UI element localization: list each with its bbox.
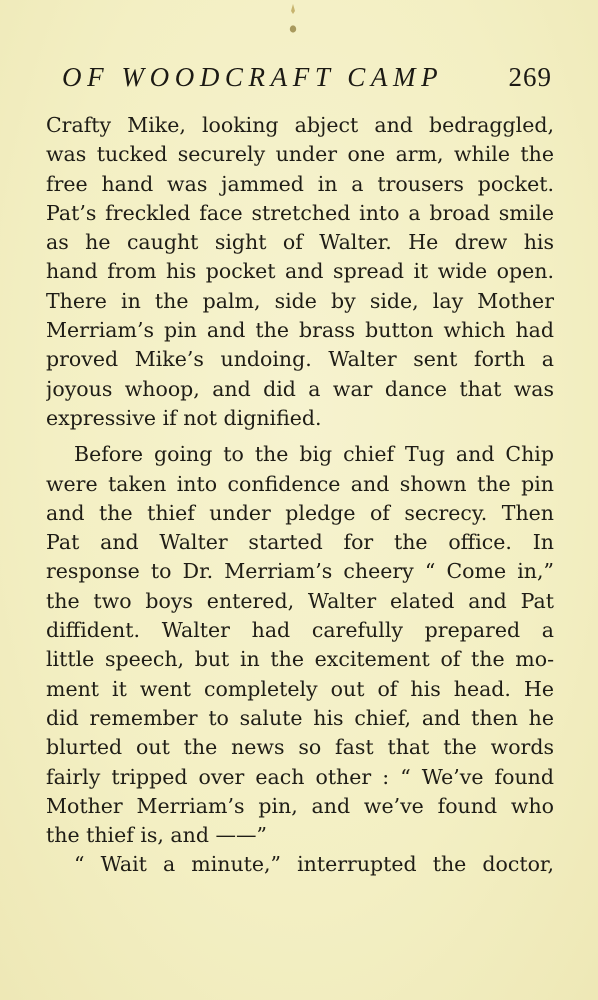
text-line: There in the palm, side by side, lay Mother — [46, 288, 554, 313]
text-line: were taken into confidence and shown the pin — [46, 471, 554, 496]
text-line: the thief is, and ——” — [46, 823, 267, 848]
text-line: and the thief under pledge of secrecy. Then — [46, 500, 554, 525]
text-line: fairly tripped over each other : “ We’ve found — [46, 764, 554, 789]
text-line: response to Dr. Merriam’s cheery “ Come in,” — [46, 559, 554, 584]
text-line: expressive if not dignified. — [46, 405, 322, 430]
paragraph — [46, 111, 554, 433]
text-line: was tucked securely under one arm, while the — [46, 142, 554, 167]
text-line: Merriam’s pin and the brass button which had — [46, 318, 554, 343]
text-line: little speech, but in the excitement of the mo- — [46, 647, 554, 672]
paragraph — [46, 850, 554, 879]
text-line: Before going to the big chief Tug and Chip — [74, 442, 554, 467]
text-line: Pat and Walter started for the office. In — [46, 530, 554, 555]
page-ornament-mark — [287, 2, 299, 34]
text-line: joyous whoop, and did a war dance that was — [46, 376, 554, 401]
text-line: the two boys entered, Walter elated and Pat — [46, 588, 554, 613]
text-line: diffident. Walter had carefully prepared a — [46, 618, 554, 643]
page-number: 269 — [508, 62, 552, 92]
text-line: Crafty Mike, looking abject and bedraggled, — [46, 113, 554, 137]
paragraph — [46, 440, 554, 850]
body-text — [46, 111, 554, 880]
running-title: OF WOODCRAFT CAMP — [62, 62, 444, 92]
text-line: ment it went completely out of his head. He — [46, 676, 554, 701]
text-line: “ Wait a minute,” interrupted the doctor, — [74, 852, 554, 877]
text-line: as he caught sight of Walter. He drew his — [46, 230, 554, 255]
text-line: free hand was jammed in a trousers pocket. — [46, 171, 554, 196]
text-line: did remember to salute his chief, and then he — [46, 705, 554, 730]
running-header — [62, 62, 552, 102]
text-line: Mother Merriam’s pin, and we’ve found who — [46, 793, 554, 818]
text-line: proved Mike’s undoing. Walter sent forth a — [46, 347, 554, 372]
text-line: Pat’s freckled face stretched into a broad smile — [46, 200, 554, 225]
text-line: hand from his pocket and spread it wide open. — [46, 259, 554, 284]
text-line: blurted out the news so fast that the words — [46, 735, 554, 760]
